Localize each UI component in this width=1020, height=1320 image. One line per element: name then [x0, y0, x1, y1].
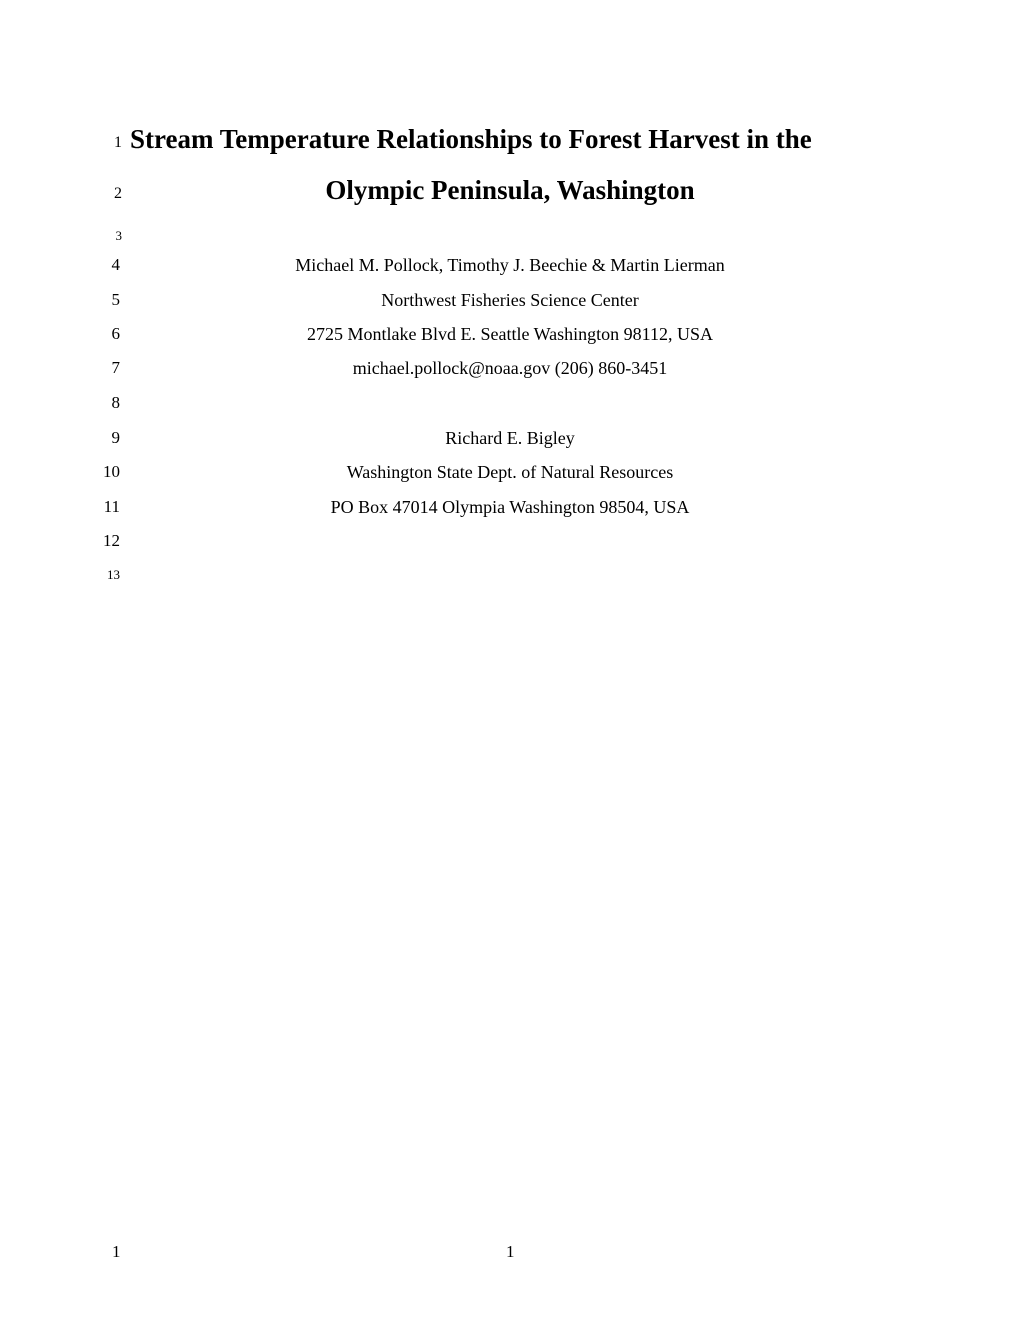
line-number-1: 1 [114, 134, 122, 151]
author-address-2: PO Box 47014 Olympia Washington 98504, USA [330, 497, 690, 517]
line-number-10: 10 [103, 462, 120, 481]
line-number-11: 11 [103, 497, 120, 516]
line-number-12: 12 [103, 531, 120, 550]
line-number-7: 7 [111, 358, 120, 377]
line-number-13: 13 [107, 567, 120, 582]
page-number: 1 [506, 1242, 515, 1261]
author-contact: michael.pollock@noaa.gov (206) 860-3451 [352, 358, 668, 378]
author-names: Michael M. Pollock, Timothy J. Beechie & Martin Lierman [295, 255, 725, 275]
author-institution-2: Washington State Dept. of Natural Resources [346, 462, 674, 482]
line-number-9: 9 [111, 428, 120, 447]
line-number-3: 3 [115, 228, 122, 243]
line-number-8: 8 [111, 393, 120, 412]
author-name-2: Richard E. Bigley [445, 428, 575, 448]
paper-title-line-1: Stream Temperature Relationships to Forest Harvest in the [130, 124, 812, 154]
paper-title-line-2: Olympic Peninsula, Washington [325, 175, 695, 205]
line-number-2: 2 [114, 185, 122, 202]
author-address-1: 2725 Montlake Blvd E. Seattle Washington 98112, USA [306, 324, 714, 344]
line-number-5: 5 [111, 290, 120, 309]
line-number-4: 4 [111, 255, 120, 274]
line-number-6: 6 [111, 324, 120, 343]
author-institution-1: Northwest Fisheries Science Center [381, 290, 639, 310]
footer-left-number: 1 [112, 1242, 121, 1261]
